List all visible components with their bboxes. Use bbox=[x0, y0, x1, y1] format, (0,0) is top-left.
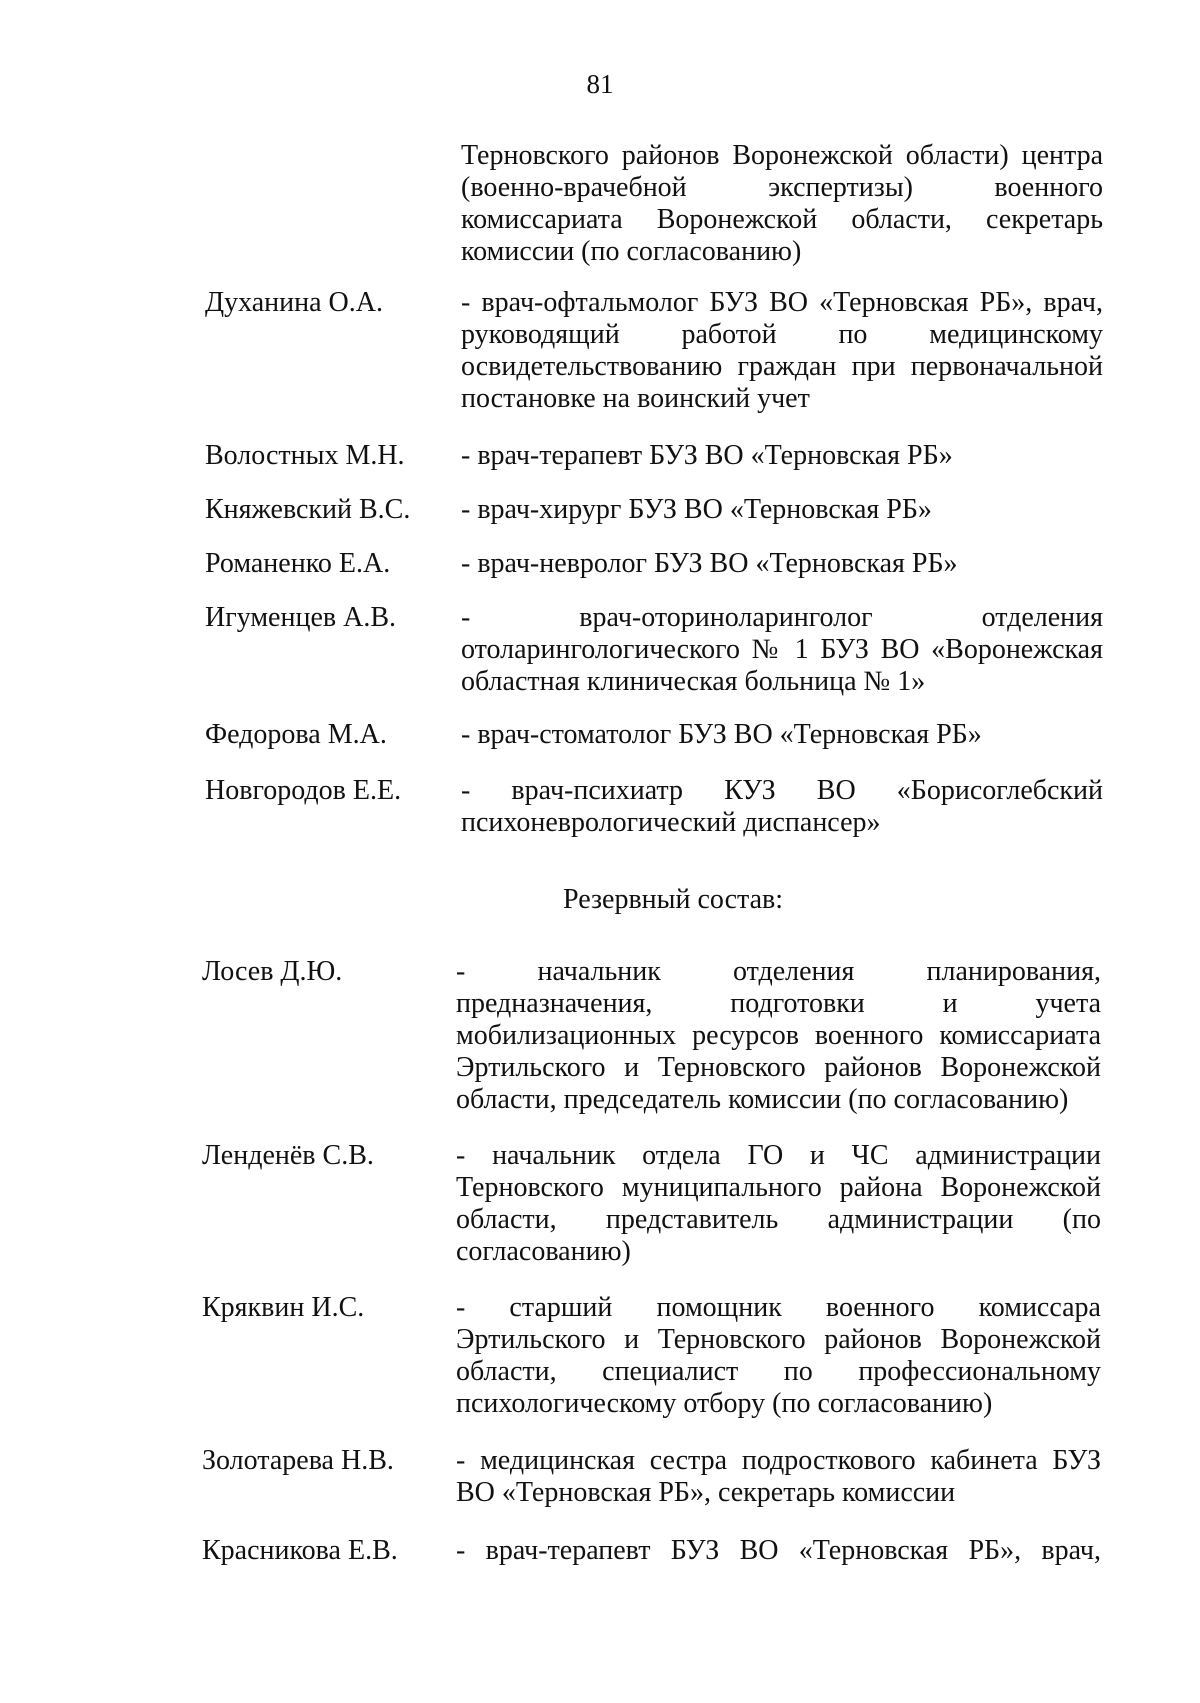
member-description bbox=[456, 1140, 1101, 1268]
description-line: психологическому отбору (по согласованию) bbox=[456, 1388, 993, 1419]
description-line: предназначения, подготовки и учета bbox=[456, 988, 1101, 1019]
description-line: областная клиническая больница № 1» bbox=[461, 666, 926, 697]
member-name: Княжевский В.С. bbox=[205, 494, 411, 525]
member-name: Красникова Е.В. bbox=[202, 1535, 398, 1566]
description-line: - старший помощник военного комиссара bbox=[456, 1292, 1101, 1323]
description-line: комиссариата Воронежской области, секретарь bbox=[461, 204, 1103, 235]
description-line: области, председатель комиссии (по согласованию) bbox=[456, 1084, 1069, 1115]
member-name: Федорова М.А. bbox=[205, 719, 387, 750]
member-description bbox=[456, 1535, 1101, 1567]
page-number: 81 bbox=[586, 69, 614, 99]
description-line: Терновского районов Воронежской области) центра bbox=[461, 140, 1103, 171]
description-line: - врач-стоматолог БУЗ ВО «Терновская РБ» bbox=[461, 719, 982, 750]
description-line: мобилизационных ресурсов военного комиссариата bbox=[456, 1020, 1101, 1051]
member-description bbox=[461, 602, 1103, 698]
description-line: - медицинская сестра подросткового кабинета БУЗ bbox=[456, 1445, 1101, 1476]
member-description bbox=[456, 956, 1101, 1116]
description-line: области, специалист по профессиональному bbox=[456, 1356, 1101, 1387]
member-description bbox=[461, 548, 1103, 580]
description-line: - врач-терапевт БУЗ ВО «Терновская РБ» bbox=[461, 440, 953, 471]
member-name: Волостных М.Н. bbox=[205, 440, 405, 471]
description-line: руководящий работой по медицинскому bbox=[461, 319, 1103, 350]
member-name: Лосев Д.Ю. bbox=[202, 956, 343, 987]
description-line: освидетельствованию граждан при первоначальной bbox=[461, 351, 1103, 382]
member-description bbox=[456, 1292, 1101, 1420]
description-line: согласованию) bbox=[456, 1236, 631, 1267]
member-name: Духанина О.А. bbox=[205, 287, 383, 318]
reserve-section-title: Резервный состав: bbox=[563, 884, 784, 915]
member-description bbox=[461, 719, 1103, 751]
member-name: Новгородов Е.Е. bbox=[205, 775, 402, 806]
continuation-description bbox=[461, 140, 1103, 268]
description-line: психоневрологический диспансер» bbox=[461, 807, 881, 838]
description-line: - врач-терапевт БУЗ ВО «Терновская РБ», врач, bbox=[456, 1535, 1101, 1566]
description-line: постановке на воинский учет bbox=[461, 383, 810, 414]
member-description bbox=[461, 494, 1103, 526]
description-line: - начальник отделения планирования, bbox=[456, 956, 1101, 987]
description-line: (военно-врачебной экспертизы) военного bbox=[461, 172, 1103, 203]
description-line: - врач-невролог БУЗ ВО «Терновская РБ» bbox=[461, 548, 958, 579]
description-line: Терновского муниципального района Воронежской bbox=[456, 1172, 1101, 1203]
member-description bbox=[461, 775, 1103, 839]
member-name: Ленденёв С.В. bbox=[202, 1140, 374, 1171]
description-line: комиссии (по согласованию) bbox=[461, 236, 802, 267]
member-name: Кряквин И.С. bbox=[202, 1292, 365, 1323]
description-line: - врач-хирург БУЗ ВО «Терновская РБ» bbox=[461, 494, 932, 525]
description-line: - врач-оториноларинголог отделения bbox=[461, 602, 1103, 633]
description-line: области, представитель администрации (по bbox=[456, 1204, 1101, 1235]
member-description bbox=[461, 440, 1103, 472]
description-line: ВО «Терновская РБ», секретарь комиссии bbox=[456, 1477, 956, 1508]
description-line: Эртильского и Терновского районов Воронежской bbox=[456, 1052, 1101, 1083]
description-line: - начальник отдела ГО и ЧС администрации bbox=[456, 1140, 1101, 1171]
member-name: Романенко Е.А. bbox=[205, 548, 391, 579]
description-line: Эртильского и Терновского районов Воронежской bbox=[456, 1324, 1101, 1355]
member-name: Игуменцев А.В. bbox=[205, 602, 396, 633]
description-line: отоларингологического № 1 БУЗ ВО «Воронежская bbox=[461, 634, 1103, 665]
description-line: - врач-офтальмолог БУЗ ВО «Терновская РБ», врач, bbox=[461, 287, 1103, 318]
member-name: Золотарева Н.В. bbox=[202, 1445, 394, 1476]
member-description bbox=[456, 1445, 1101, 1509]
description-line: - врач-психиатр КУЗ ВО «Борисоглебский bbox=[461, 775, 1103, 806]
member-description bbox=[461, 287, 1103, 415]
